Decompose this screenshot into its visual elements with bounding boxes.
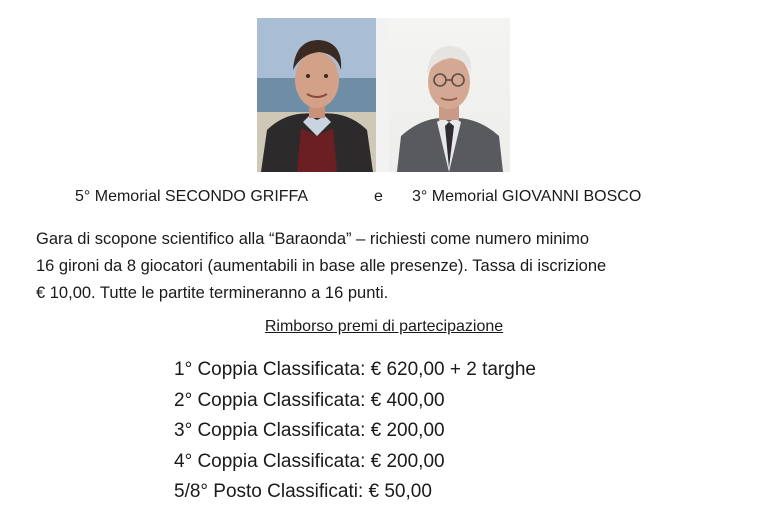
memorial-giovanni-bosco: 3° Memorial GIOVANNI BOSCO [412,188,642,205]
prize-item: 3° Coppia Classificata: € 200,00 [174,420,445,441]
portrait-secondo-griffa [257,18,376,172]
prizes-heading: Rimborso premi di partecipazione [264,318,504,335]
memorial-secondo-griffa: 5° Memorial SECONDO GRIFFA [75,188,309,205]
portrait-secondo-griffa-image [257,18,376,172]
description-line: 16 gironi da 8 giocatori (aumentabili in base alle presenze). Tassa di iscrizione [36,257,607,275]
prize-item: 5/8° Posto Classificati: € 50,00 [174,481,432,502]
portrait-giovanni-bosco [389,18,510,172]
prize-list [174,355,536,508]
memorial-conjunction: e [374,188,383,205]
prize-item: 1° Coppia Classificata: € 620,00 + 2 targhe [174,359,536,380]
portrait-gap [376,18,389,172]
prize-item: 4° Coppia Classificata: € 200,00 [174,450,445,472]
portrait-strip [257,18,510,172]
prize-item: 2° Coppia Classificata: € 400,00 [174,389,445,411]
description-line: € 10,00. Tutte le partite termineranno a 16 punti. [36,284,389,302]
portrait-giovanni-bosco-image [389,18,510,172]
tournament-description [36,226,736,307]
memorials-heading [0,188,768,212]
description-line: Gara di scopone scientifico alla “Baraonda” – richiesti come numero minimo [36,230,589,248]
